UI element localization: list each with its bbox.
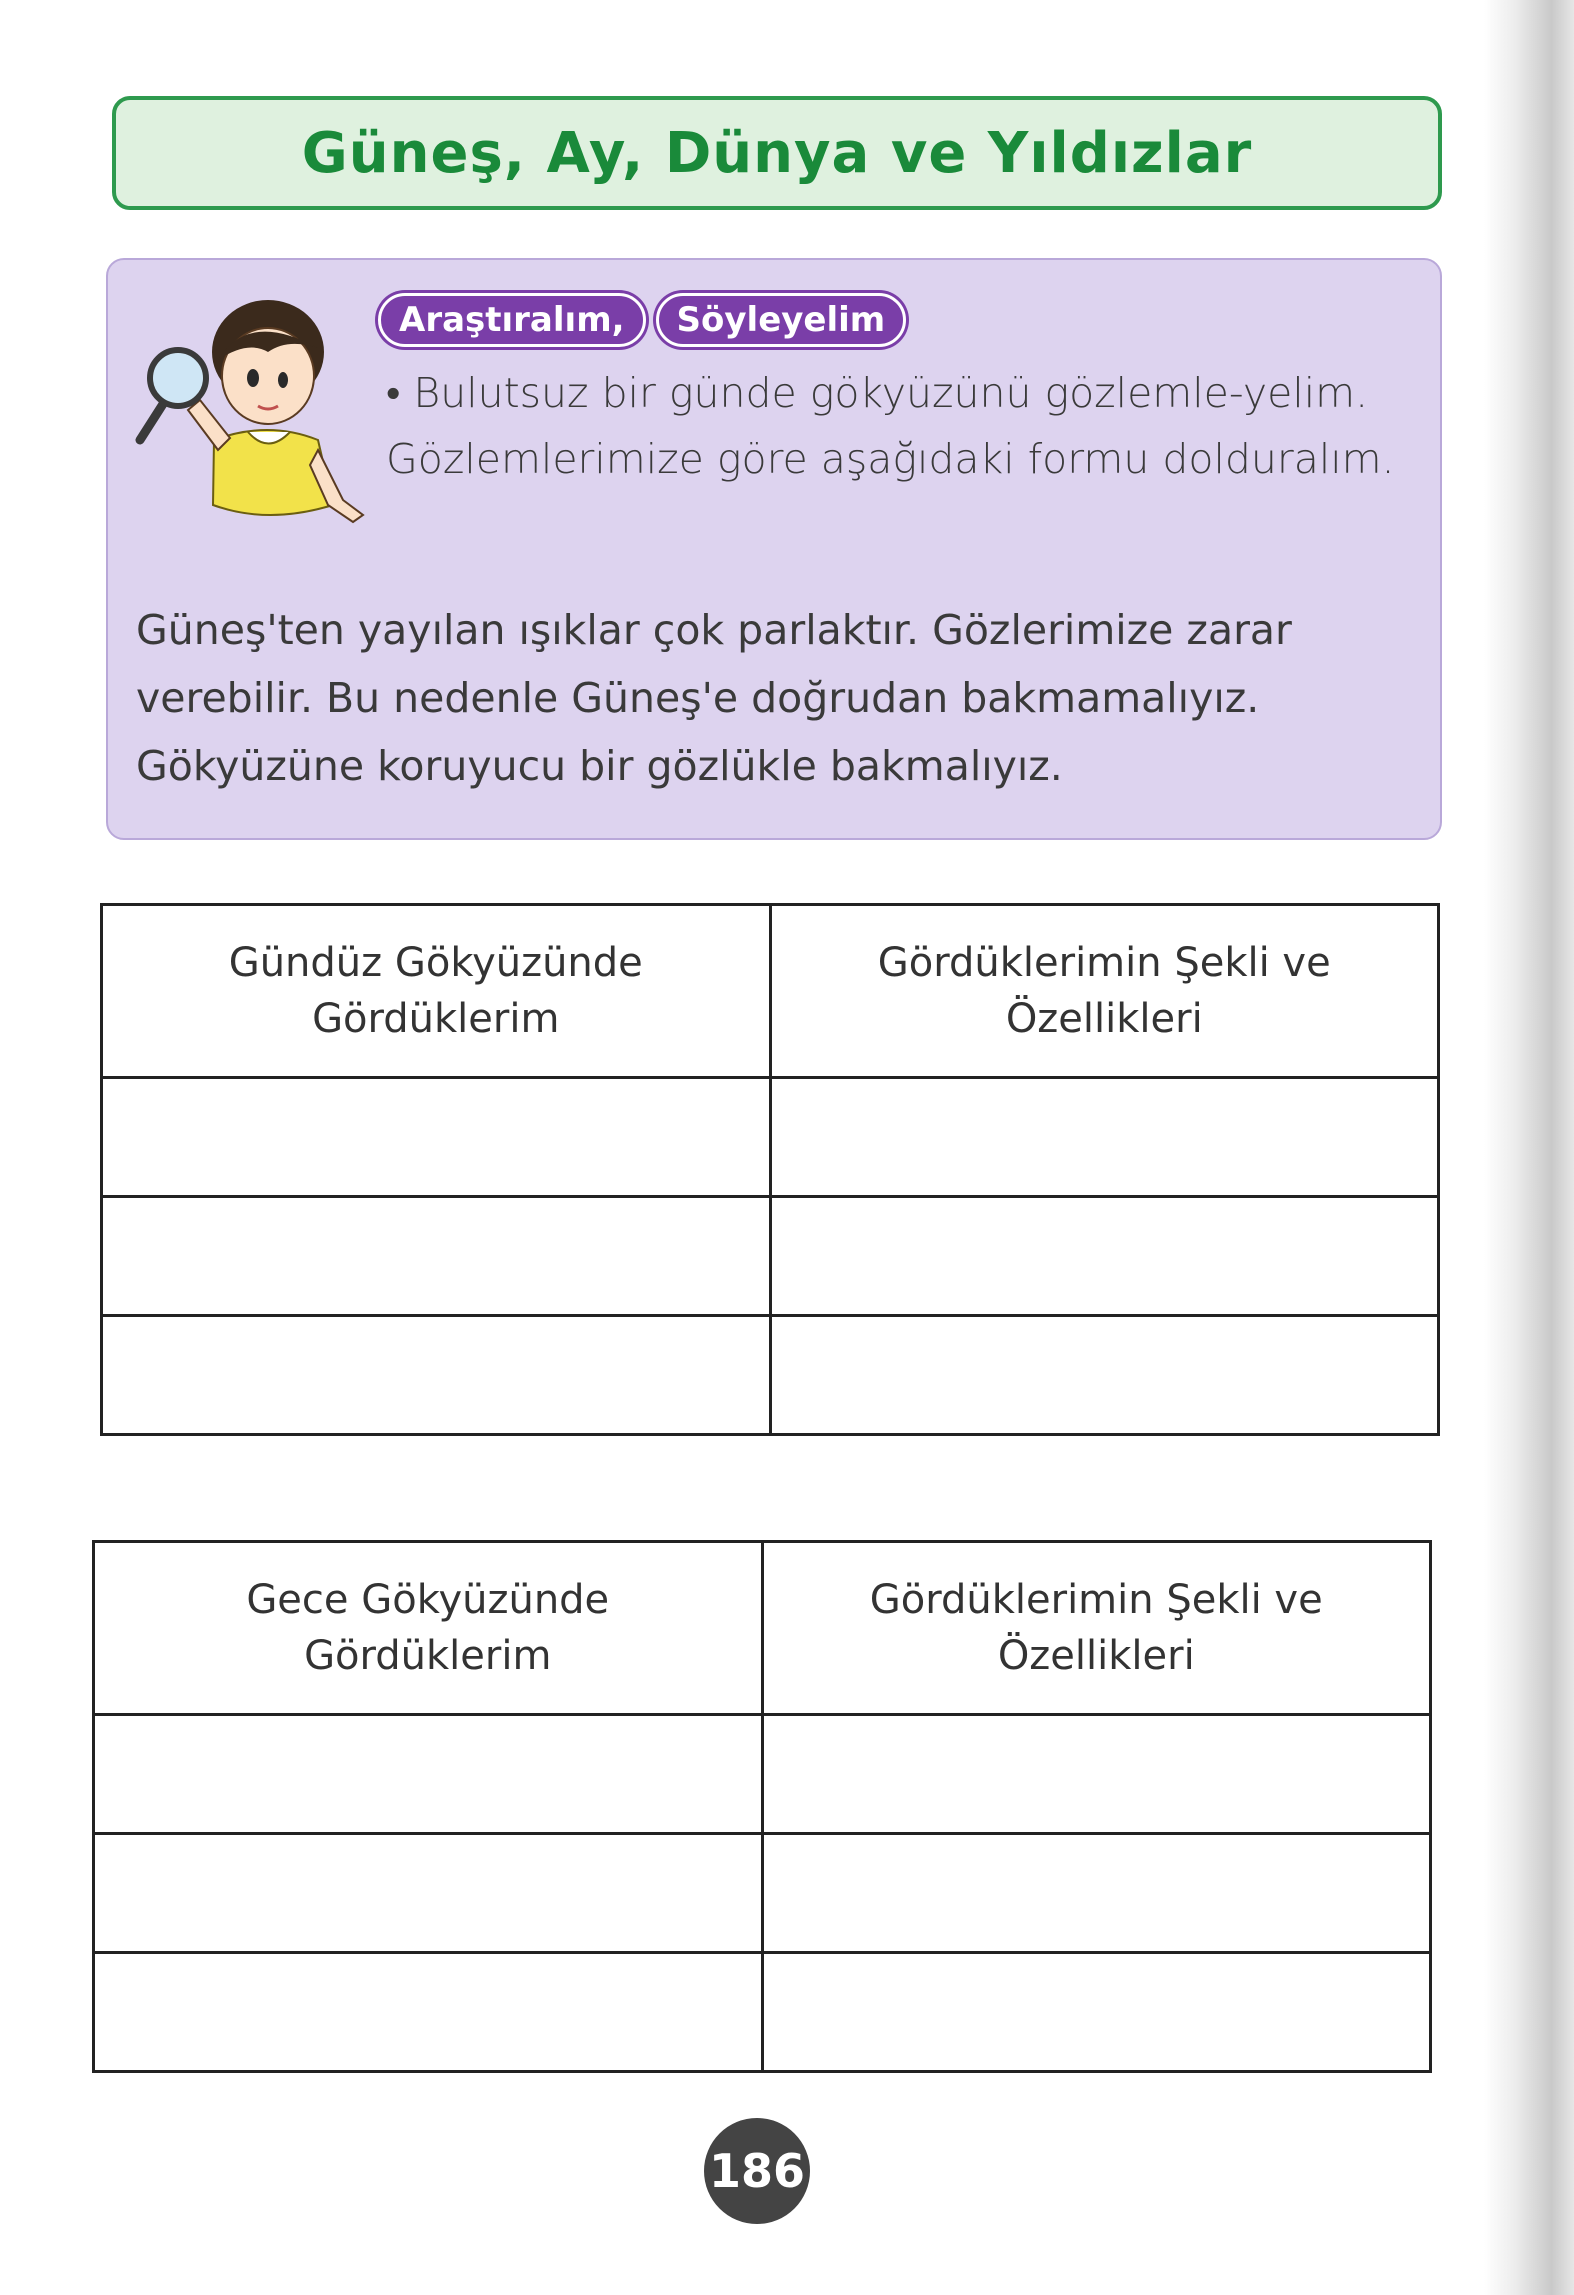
table-row — [94, 1834, 1431, 1953]
header-line: Gündüz Gökyüzünde — [228, 940, 643, 986]
header-line: Özellikleri — [1005, 996, 1203, 1042]
heading-part2: Söyleyelim — [656, 293, 907, 347]
answer-cell[interactable] — [94, 1834, 763, 1953]
table-row — [94, 1715, 1431, 1834]
header-line: Gördüklerimin Şekli ve — [877, 940, 1331, 986]
header-line: Gece Gökyüzünde — [246, 1577, 610, 1623]
table-row — [94, 1953, 1431, 2072]
activity-instruction: • Bulutsuz bir günde gökyüzünü gözlemle-yelim. Gözlemlerimize göre aşağıdaki formu dolduralım. — [386, 369, 1395, 483]
child-with-magnifier-illustration — [118, 290, 378, 550]
header-line: Gördüklerimin Şekli ve — [869, 1577, 1323, 1623]
answer-cell[interactable] — [94, 1715, 763, 1834]
header-line: Özellikleri — [997, 1633, 1195, 1679]
title-banner — [112, 96, 1442, 210]
header-cell — [762, 1542, 1431, 1715]
page-title: Güneş, Ay, Dünya ve Yıldızlar — [301, 120, 1253, 186]
activity-warning-text: Güneş'ten yayılan ışıklar çok parlaktır. Gözlerimize zarar verebilir. Bu nedenle Güneş'e doğrudan bakmamalıyız. Gökyüzüne koruyucu bir gözlükle bakmalıyız. — [136, 606, 1292, 790]
answer-cell[interactable] — [770, 1197, 1439, 1316]
answer-cell[interactable] — [770, 1316, 1439, 1435]
answer-cell[interactable] — [102, 1078, 771, 1197]
header-cell — [94, 1542, 763, 1715]
header-line: Gördüklerim — [304, 1633, 552, 1679]
answer-cell[interactable] — [102, 1316, 771, 1435]
answer-cell[interactable] — [770, 1078, 1439, 1197]
table-row — [102, 1316, 1439, 1435]
table-header-row — [102, 905, 1439, 1078]
heading-part1: Araştıralım, — [378, 293, 646, 347]
activity-heading — [378, 292, 906, 348]
table-header-row — [94, 1542, 1431, 1715]
activity-box — [106, 258, 1442, 840]
page-edge-shadow — [1484, 0, 1574, 2295]
answer-cell[interactable] — [762, 1715, 1431, 1834]
nighttime-sky-table — [92, 1540, 1432, 2073]
daytime-sky-table — [100, 903, 1440, 1436]
header-cell — [102, 905, 771, 1078]
table-row — [102, 1078, 1439, 1197]
header-cell — [770, 905, 1439, 1078]
answer-cell[interactable] — [762, 1834, 1431, 1953]
table-row — [102, 1197, 1439, 1316]
answer-cell[interactable] — [102, 1197, 771, 1316]
answer-cell[interactable] — [94, 1953, 763, 2072]
answer-cell[interactable] — [762, 1953, 1431, 2072]
header-line: Gördüklerim — [312, 996, 560, 1042]
page-number-badge: 186 — [704, 2118, 810, 2224]
